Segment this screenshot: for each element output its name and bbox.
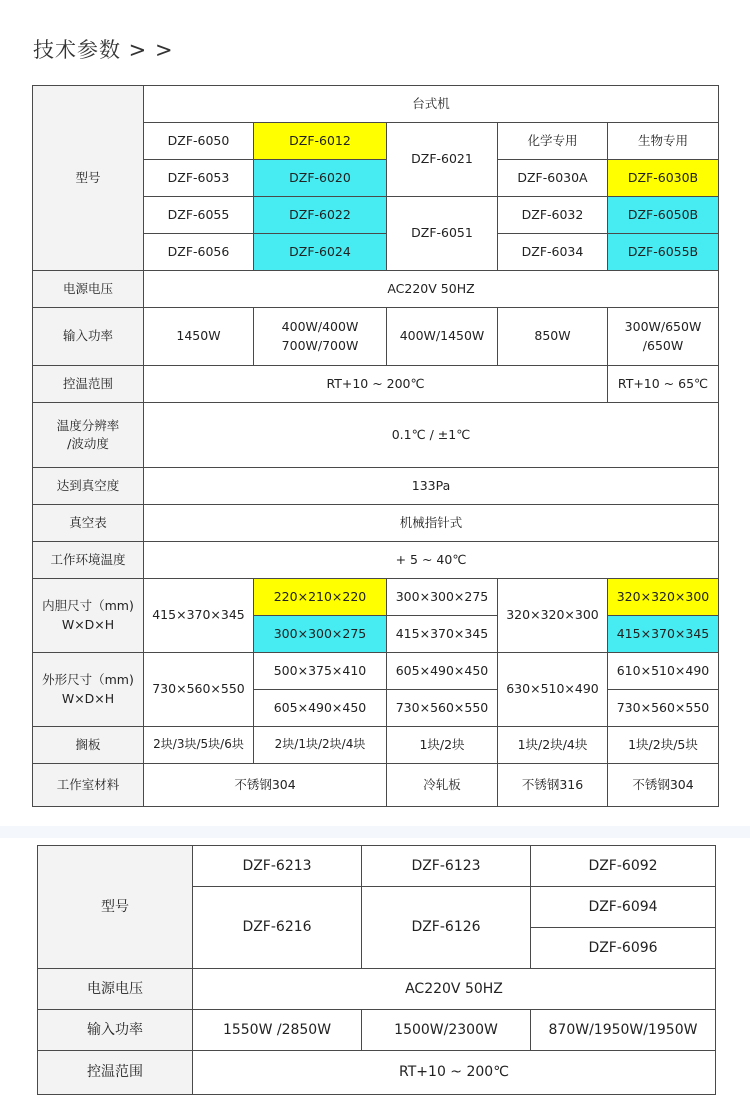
resolution-label xyxy=(33,403,144,468)
outer-size-value: 610×510×490 xyxy=(608,653,719,690)
inner-size-value: 320×320×300 xyxy=(498,579,608,653)
model-cell: DZF-6051 xyxy=(387,197,498,271)
shelf-value: 1块/2块/5块 xyxy=(608,727,719,764)
outer-size-label-line: 外形尺寸（mm) xyxy=(42,672,134,688)
section-divider xyxy=(0,826,750,838)
inner-size-value: 320×320×300 xyxy=(608,579,719,616)
model-cell: DZF-6213 xyxy=(193,846,362,887)
voltage-label: 电源电压 xyxy=(38,969,193,1010)
outer-size-value: 605×490×450 xyxy=(387,653,498,690)
material-label: 工作室材料 xyxy=(33,764,144,807)
outer-size-value: 605×490×450 xyxy=(254,690,387,727)
ambient-label: 工作环境温度 xyxy=(33,542,144,579)
model-cell: DZF-6012 xyxy=(254,123,387,160)
temp-label: 控温范围 xyxy=(38,1051,193,1095)
material-value: 不锈钢304 xyxy=(144,764,387,807)
model-cell: DZF-6126 xyxy=(362,887,531,969)
model-cell: DZF-6034 xyxy=(498,234,608,271)
shelf-value: 2块/1块/2块/4块 xyxy=(254,727,387,764)
power-label: 输入功率 xyxy=(38,1010,193,1051)
shelf-value: 2块/3块/5块/6块 xyxy=(144,727,254,764)
inner-size-value: 415×370×345 xyxy=(144,579,254,653)
power-value xyxy=(608,308,719,366)
voltage-value: AC220V 50HZ xyxy=(144,271,719,308)
inner-size-label-line: W×D×H xyxy=(61,616,115,632)
power-line: 700W/700W xyxy=(281,337,359,353)
inner-size-value: 300×300×275 xyxy=(387,579,498,616)
model-label: 型号 xyxy=(38,846,193,969)
power-line: 400W/400W xyxy=(281,319,359,335)
resolution-label-line: 温度分辨率 xyxy=(56,417,120,433)
inner-size-value: 220×210×220 xyxy=(254,579,387,616)
model-cell: DZF-6056 xyxy=(144,234,254,271)
power-value: 400W/1450W xyxy=(387,308,498,366)
power-line: /650W xyxy=(642,337,684,353)
inner-size-value: 300×300×275 xyxy=(254,616,387,653)
material-value: 不锈钢304 xyxy=(608,764,719,807)
outer-size-value: 730×560×550 xyxy=(387,690,498,727)
power-line: 300W/650W xyxy=(624,319,702,335)
resolution-label-line: /波动度 xyxy=(67,436,109,451)
model-cell: DZF-6022 xyxy=(254,197,387,234)
spec-table-second xyxy=(37,845,716,1095)
temp-value: RT+10 ~ 200℃ xyxy=(144,366,608,403)
model-cell: DZF-6096 xyxy=(531,928,716,969)
category-header: 台式机 xyxy=(144,86,719,123)
outer-size-label xyxy=(33,653,144,727)
outer-size-value: 500×375×410 xyxy=(254,653,387,690)
model-label: 型号 xyxy=(33,86,144,271)
voltage-value: AC220V 50HZ xyxy=(193,969,716,1010)
gauge-label: 真空表 xyxy=(33,505,144,542)
model-cell: DZF-6030A xyxy=(498,160,608,197)
inner-size-label xyxy=(33,579,144,653)
vacuum-label: 达到真空度 xyxy=(33,468,144,505)
shelf-value: 1块/2块/4块 xyxy=(498,727,608,764)
model-cell: DZF-6024 xyxy=(254,234,387,271)
model-cell: DZF-6032 xyxy=(498,197,608,234)
inner-size-value: 415×370×345 xyxy=(608,616,719,653)
resolution-value: 0.1℃ / ±1℃ xyxy=(144,403,719,468)
model-cell: DZF-6123 xyxy=(362,846,531,887)
vacuum-value: 133Pa xyxy=(144,468,719,505)
ambient-value: + 5 ~ 40℃ xyxy=(144,542,719,579)
shelf-label: 搁板 xyxy=(33,727,144,764)
material-value: 冷轧板 xyxy=(387,764,498,807)
outer-size-value: 730×560×550 xyxy=(608,690,719,727)
model-cell: DZF-6050 xyxy=(144,123,254,160)
model-cell: DZF-6216 xyxy=(193,887,362,969)
inner-size-label-line: 内胆尺寸（mm) xyxy=(42,598,134,614)
outer-size-value: 730×560×550 xyxy=(144,653,254,727)
outer-size-label-line: W×D×H xyxy=(61,690,115,706)
model-cell: DZF-6055 xyxy=(144,197,254,234)
chem-header: 化学专用 xyxy=(498,123,608,160)
spec-table-benchtop xyxy=(32,85,719,807)
power-value: 1550W /2850W xyxy=(193,1010,362,1051)
model-cell: DZF-6030B xyxy=(608,160,719,197)
model-cell: DZF-6055B xyxy=(608,234,719,271)
model-cell: DZF-6094 xyxy=(531,887,716,928)
inner-size-value: 415×370×345 xyxy=(387,616,498,653)
model-cell: DZF-6020 xyxy=(254,160,387,197)
power-value xyxy=(254,308,387,366)
gauge-value: 机械指针式 xyxy=(144,505,719,542)
voltage-label: 电源电压 xyxy=(33,271,144,308)
model-cell: DZF-6021 xyxy=(387,123,498,197)
model-cell: DZF-6050B xyxy=(608,197,719,234)
power-value: 850W xyxy=(498,308,608,366)
temp-label: 控温范围 xyxy=(33,366,144,403)
temp-value: RT+10 ~ 65℃ xyxy=(608,366,719,403)
model-cell: DZF-6053 xyxy=(144,160,254,197)
page-title: 技术参数 > > xyxy=(33,38,174,62)
power-value: 1450W xyxy=(144,308,254,366)
material-value: 不锈钢316 xyxy=(498,764,608,807)
power-value: 1500W/2300W xyxy=(362,1010,531,1051)
model-cell: DZF-6092 xyxy=(531,846,716,887)
shelf-value: 1块/2块 xyxy=(387,727,498,764)
temp-value: RT+10 ~ 200℃ xyxy=(193,1051,716,1095)
power-label: 输入功率 xyxy=(33,308,144,366)
power-value: 870W/1950W/1950W xyxy=(531,1010,716,1051)
outer-size-value: 630×510×490 xyxy=(498,653,608,727)
bio-header: 生物专用 xyxy=(608,123,719,160)
